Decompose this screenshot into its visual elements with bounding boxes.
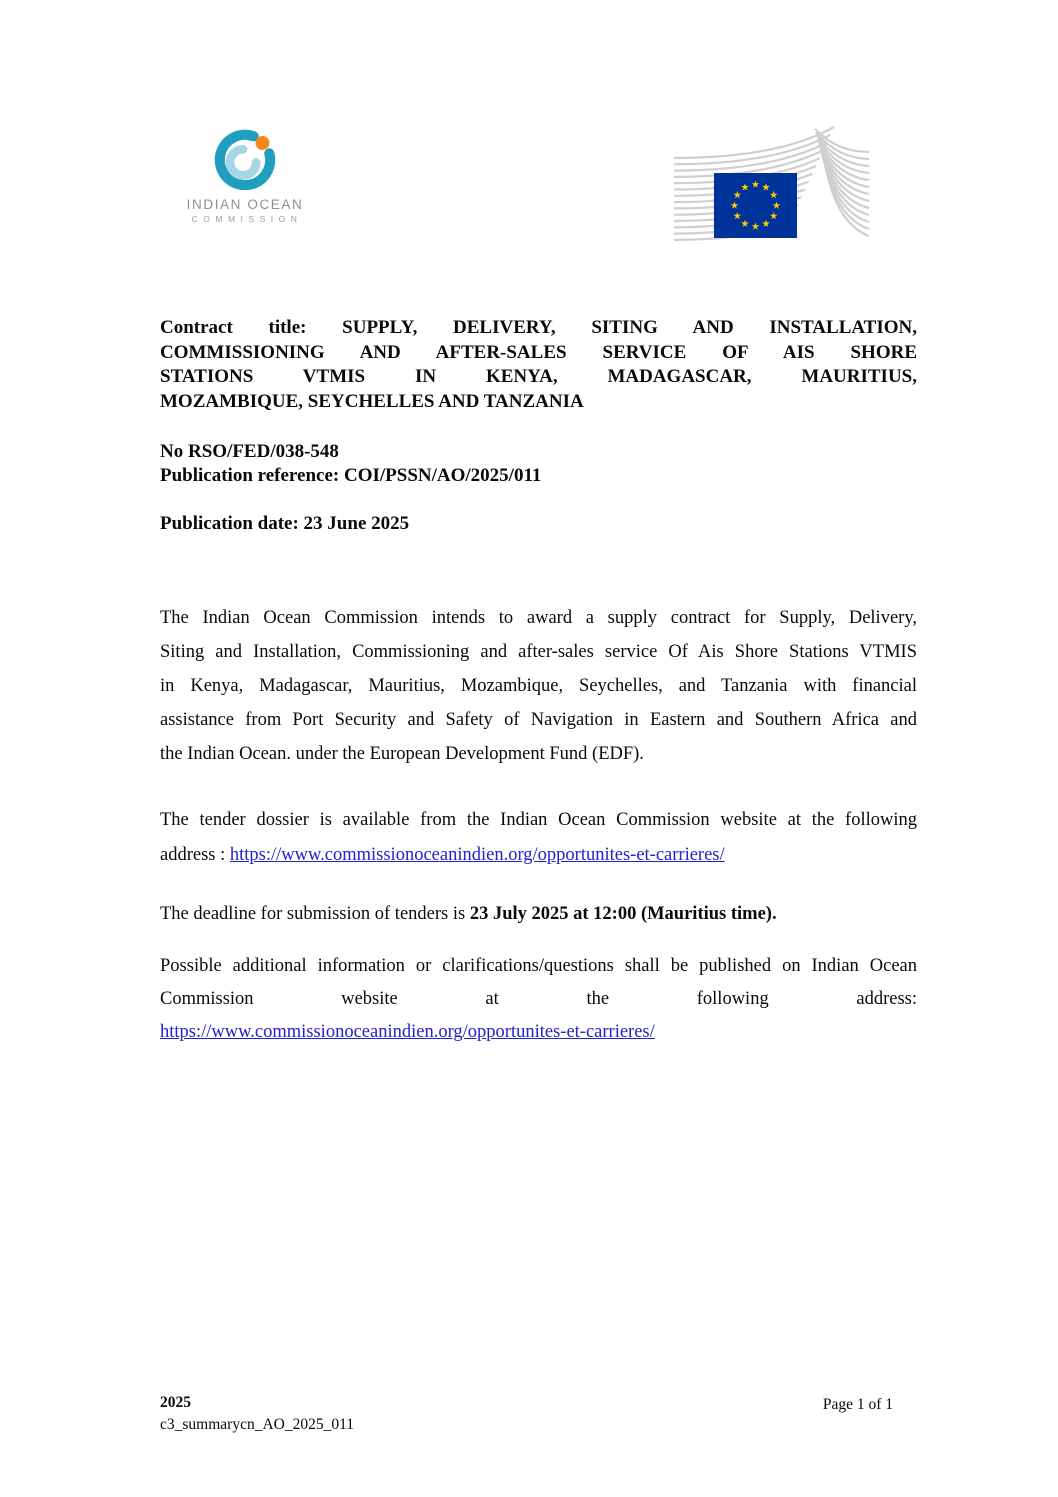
deadline-line: [160, 897, 917, 931]
publication-date: Publication date: 23 June 2025: [160, 513, 410, 534]
info-link[interactable]: https://www.commissionoceanindien.org/opportunites-et-carrieres/: [160, 1022, 655, 1042]
tender-paragraph: [160, 803, 917, 873]
deadline-date: 23 July 2025 at 12:00 (Mauritius time).: [469, 904, 777, 924]
european-commission-logo-icon: [672, 122, 872, 247]
paragraph-line: [160, 1016, 917, 1049]
intro-paragraph: [160, 601, 917, 771]
paragraph-line: The Indian Ocean Commission intends to award a supply contract for Supply, Delivery,: [160, 608, 917, 628]
tender-dossier-link[interactable]: https://www.commissionoceanindien.org/opportunites-et-carrieres/: [229, 845, 725, 865]
eu-flag-icon: [714, 173, 797, 238]
contract-title-line: MOZAMBIQUE, SEYCHELLES AND TANZANIA: [160, 390, 584, 412]
footer-year: 2025: [160, 1394, 191, 1411]
footer-doc-id: c3_summarycn_AO_2025_011: [160, 1416, 355, 1433]
reference-number: No RSO/FED/038-548: [160, 441, 339, 462]
paragraph-line: Possible additional information or clarifications/questions shall be published on Indian Ocean: [160, 956, 917, 976]
deadline-prefix: The deadline for submission of tenders is: [160, 904, 470, 924]
european-commission-logo: [672, 122, 872, 252]
paragraph-line: the Indian Ocean. under the European Development Fund (EDF).: [160, 744, 644, 764]
ec-right-swoosh: [815, 129, 869, 236]
info-paragraph: [160, 950, 917, 1049]
reference-block: [160, 440, 917, 536]
ioc-swirl-icon: [214, 126, 276, 190]
contract-title-line: STATIONS VTMIS IN KENYA, MADAGASCAR, MAURITIUS,: [160, 366, 917, 387]
paragraph-line: Commission website at the following address:: [160, 989, 917, 1009]
paragraph-line: in Kenya, Madagascar, Mauritius, Mozambique, Seychelles, and Tanzania with financial: [160, 676, 917, 696]
paragraph-line: The tender dossier is available from the Indian Ocean Commission website at the following: [160, 810, 917, 830]
publication-reference: Publication reference: COI/PSSN/AO/2025/011: [160, 465, 542, 486]
ioc-logo-subname: COMMISSION: [191, 214, 303, 224]
paragraph-line: [160, 838, 917, 873]
contract-title-line: Contract title: SUPPLY, DELIVERY, SITING AND INSTALLATION,: [160, 317, 917, 338]
address-prefix: address :: [160, 845, 230, 865]
contract-title-line: COMMISSIONING AND AFTER-SALES SERVICE OF AIS SHORE: [160, 341, 917, 363]
ioc-logo-name: INDIAN OCEAN: [186, 197, 304, 212]
ioc-logo: [184, 126, 306, 224]
paragraph-line: assistance from Port Security and Safety of Navigation in Eastern and Southern Africa and: [160, 710, 917, 730]
contract-title: [160, 316, 917, 414]
footer-left: [160, 1392, 354, 1436]
footer-page-number: Page 1 of 1: [822, 1396, 893, 1413]
paragraph-line: Siting and Installation, Commissioning and after-sales service Of Ais Shore Stations VTMIS: [160, 642, 917, 662]
